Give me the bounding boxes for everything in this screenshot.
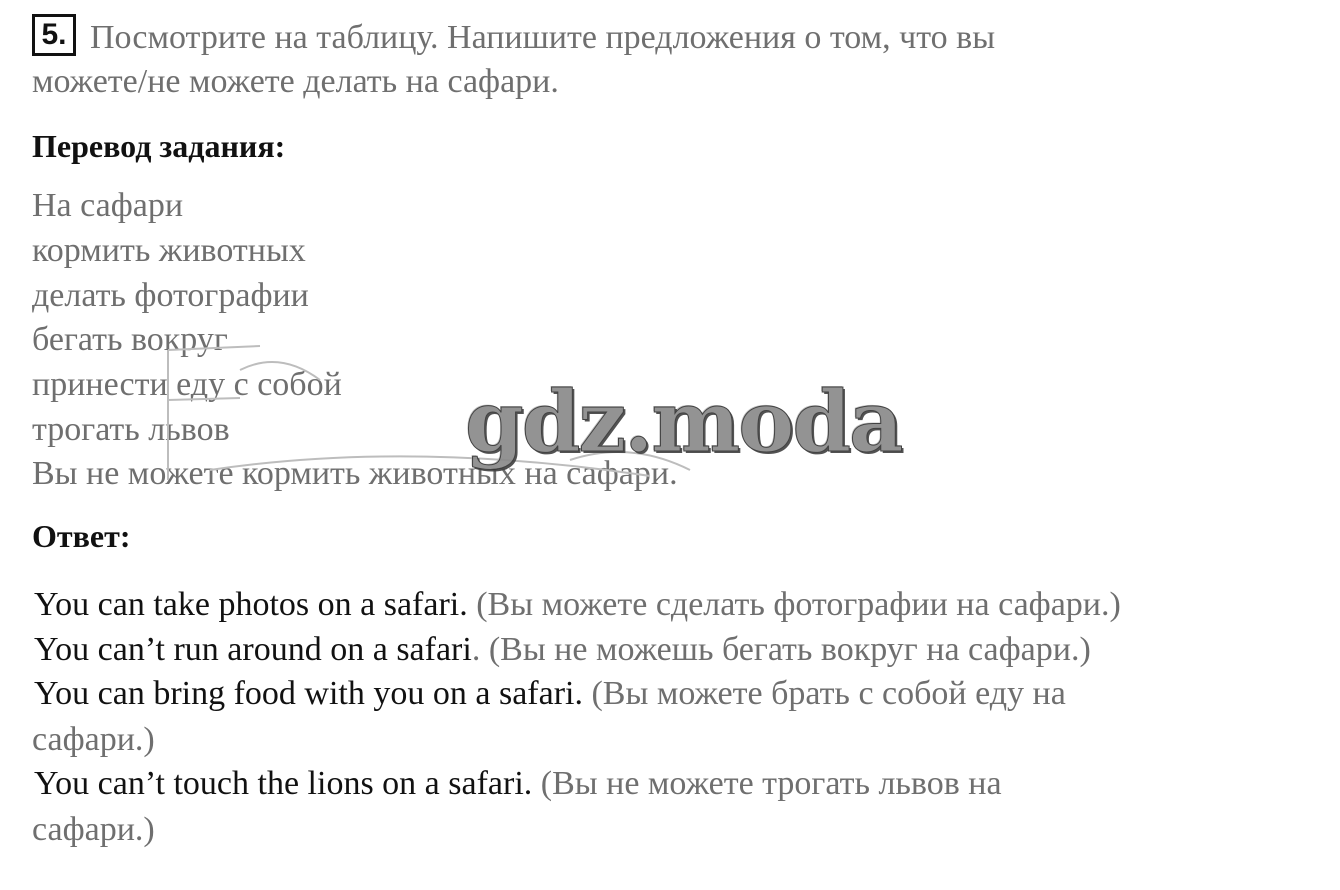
translation-line: На сафари xyxy=(32,187,184,224)
answer-russian: сафари.) xyxy=(32,721,155,758)
translation-line: кормить животных xyxy=(32,232,306,269)
answer-line xyxy=(34,764,1002,804)
translation-heading: Перевод задания: xyxy=(32,128,286,164)
answer-line xyxy=(34,585,1121,625)
task-instruction-line-1: Посмотрите на таблицу. Напишите предложения о том, что вы xyxy=(90,19,996,56)
translation-line: трогать львов xyxy=(32,411,230,448)
answer-russian: сафари.) xyxy=(32,811,155,848)
translation-line: Вы не можете кормить животных на сафари. xyxy=(32,455,678,492)
translation-line: бегать вокруг xyxy=(32,321,228,358)
answer-russian: . (Вы не можешь бегать вокруг на сафари.) xyxy=(471,631,1091,668)
translation-line: делать фотографии xyxy=(32,277,309,314)
answer-english: You can’t run around on a safari xyxy=(34,631,472,668)
answer-line xyxy=(32,810,155,850)
translation-line: принести еду с собой xyxy=(32,366,342,403)
answer-russian: (Вы не можете трогать львов на xyxy=(532,765,1002,802)
answer-line xyxy=(32,720,155,760)
answer-english: You can’t touch the lions on a safari. xyxy=(34,765,533,802)
answer-heading: Ответ: xyxy=(32,518,131,554)
watermark-logo: gdz.moda xyxy=(465,372,902,471)
task-number-badge: 5. xyxy=(32,14,76,56)
answer-english: You can take photos on a safari. xyxy=(34,586,468,623)
answer-russian: (Вы можете брать с собой еду на xyxy=(582,675,1066,712)
task-instruction-line-2: можете/не можете делать на сафари. xyxy=(32,63,559,100)
answer-russian: (Вы можете сделать фотографии на сафари.) xyxy=(467,586,1121,623)
answer-line xyxy=(34,674,1066,714)
answer-line xyxy=(34,630,1091,670)
answer-english: You can bring food with you on a safari. xyxy=(34,675,583,712)
